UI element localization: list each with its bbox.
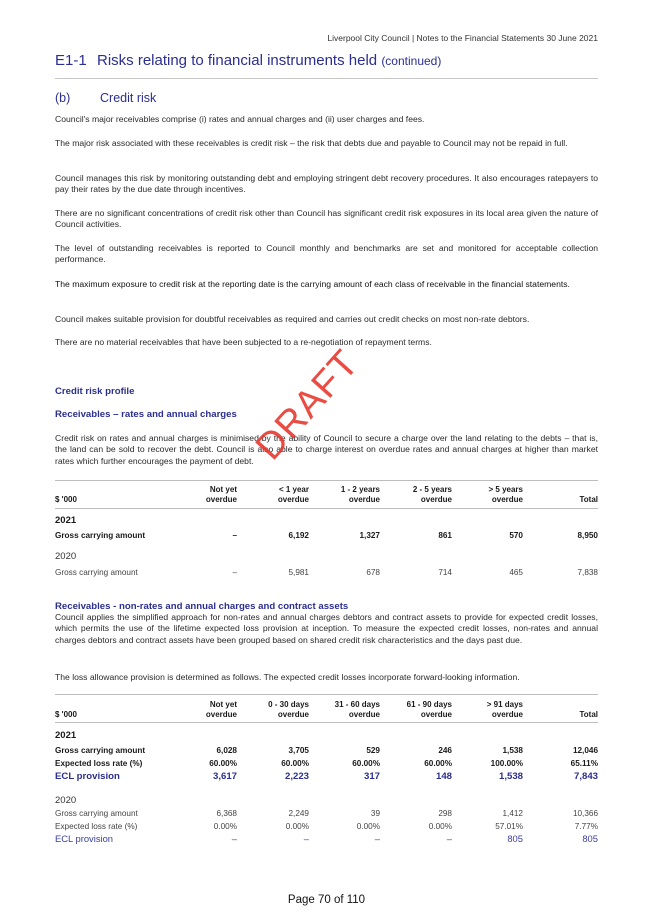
paragraph: Council makes suitable provision for doubtful receivables as required and carries out credit checks on most non-rate debtors. bbox=[55, 314, 530, 324]
section-title-text: Risks relating to financial instruments held bbox=[97, 52, 378, 69]
column-header: 61 - 90 days overdue bbox=[406, 700, 452, 719]
table-row: Expected loss rate (%) 0.00% 0.00% 0.00% 0.00% 57.01% 7.77% bbox=[55, 822, 598, 831]
paragraph: There are no significant concentrations of credit risk other than Council has significant credit risk exposures in its local area given the nature of Council activities. bbox=[55, 208, 598, 230]
table-header-rule bbox=[55, 508, 598, 509]
table-row: Gross carrying amount – 5,981 678 714 465 7,838 bbox=[55, 568, 598, 577]
table-row: Gross carrying amount 6,028 3,705 529 246 1,538 12,046 bbox=[55, 746, 598, 755]
table-row: Gross carrying amount – 6,192 1,327 861 570 8,950 bbox=[55, 531, 598, 540]
running-header: Liverpool City Council | Notes to the Financial Statements 30 June 2021 bbox=[327, 33, 598, 43]
year-label: 2020 bbox=[55, 551, 77, 562]
paragraph: There are no material receivables that have been subjected to a re-negotiation of repayment terms. bbox=[55, 337, 432, 347]
subsection-number: (b) bbox=[55, 91, 71, 105]
paragraph: The maximum exposure to credit risk at the reporting date is the carrying amount of each class of receivable in the financial statements. bbox=[55, 279, 570, 289]
table-row: Expected loss rate (%) 60.00% 60.00% 60.00% 60.00% 100.00% 65.11% bbox=[55, 759, 598, 768]
subsection-title-text: Credit risk bbox=[100, 91, 157, 105]
column-header: 1 - 2 years overdue bbox=[340, 485, 380, 504]
table-row-ecl: ECL provision 3,617 2,223 317 148 1,538 7,843 bbox=[55, 771, 598, 782]
column-header: < 1 year overdue bbox=[277, 485, 309, 504]
section-title bbox=[55, 52, 441, 69]
subsection-title bbox=[55, 91, 156, 105]
nonrates-paragraph-2: The loss allowance provision is determined as follows. The expected credit losses incorporate forward-looking information. bbox=[55, 672, 520, 682]
year-label: 2020 bbox=[55, 795, 77, 806]
table-row-ecl: ECL provision – – – – 805 805 bbox=[55, 833, 598, 844]
table-row: Gross carrying amount 6,368 2,249 39 298 1,412 10,366 bbox=[55, 809, 598, 818]
nonrates-paragraph: Council applies the simplified approach for non-rates and annual charges debtors and contract assets to provide for expected credit losses, which permits the use of the lifetime expected loss provision at inception. To measure the expected credit losses, non-rates and annual charges debtors and contract assets have been grouped based on shared credit risk characteristics and the days past due. bbox=[55, 612, 598, 645]
column-header: Not yet overdue bbox=[205, 700, 237, 719]
column-header: > 5 years overdue bbox=[488, 485, 523, 504]
unit-label: $ '000 bbox=[55, 710, 77, 719]
column-header: 31 - 60 days overdue bbox=[334, 700, 380, 719]
paragraph: The major risk associated with these receivables is credit risk – the risk that debts due and payable to Council may not be repaid in full. bbox=[55, 138, 568, 148]
table-top-rule bbox=[55, 480, 598, 481]
column-header-total: Total bbox=[579, 495, 598, 504]
rates-heading: Receivables – rates and annual charges bbox=[55, 409, 237, 420]
column-header: > 91 days overdue bbox=[486, 700, 523, 719]
section-continued: (continued) bbox=[381, 54, 442, 68]
table-header-rule bbox=[55, 722, 598, 723]
table-top-rule bbox=[55, 694, 598, 695]
title-divider bbox=[55, 78, 598, 79]
year-label: 2021 bbox=[55, 730, 77, 741]
column-header: 2 - 5 years overdue bbox=[412, 485, 452, 504]
unit-label: $ '000 bbox=[55, 495, 77, 504]
year-label: 2021 bbox=[55, 515, 77, 526]
page-footer: Page 70 of 110 bbox=[287, 894, 366, 906]
column-header-total: Total bbox=[579, 710, 598, 719]
nonrates-heading: Receivables - non-rates and annual charges and contract assets bbox=[55, 601, 349, 612]
credit-risk-profile-heading: Credit risk profile bbox=[55, 386, 135, 397]
paragraph: The level of outstanding receivables is reported to Council monthly and benchmarks are set and monitored for acceptable collection performance. bbox=[55, 243, 598, 265]
column-header: 0 - 30 days overdue bbox=[268, 700, 309, 719]
paragraph: Council manages this risk by monitoring outstanding debt and employing stringent debt recovery procedures. It also encourages ratepayers to pay their rates by the due date through incentives. bbox=[55, 173, 598, 195]
section-number: E1-1 bbox=[55, 52, 87, 69]
rates-table-header bbox=[55, 485, 598, 507]
ecl-table-header bbox=[55, 700, 598, 722]
rates-paragraph: Credit risk on rates and annual charges is minimised by the ability of Council to secure a charge over the land relating to the debts – that is, the land can be sold to recover the debt. Council is also able to charge interest on overdue rates and annual charges at higher than market rates which further encourages the payment of debt. bbox=[55, 433, 598, 466]
column-header: Not yet overdue bbox=[205, 485, 237, 504]
draft-watermark: DRAFT bbox=[248, 342, 368, 469]
paragraph: Council's major receivables comprise (i) rates and annual charges and (ii) user charges and fees. bbox=[55, 114, 425, 124]
